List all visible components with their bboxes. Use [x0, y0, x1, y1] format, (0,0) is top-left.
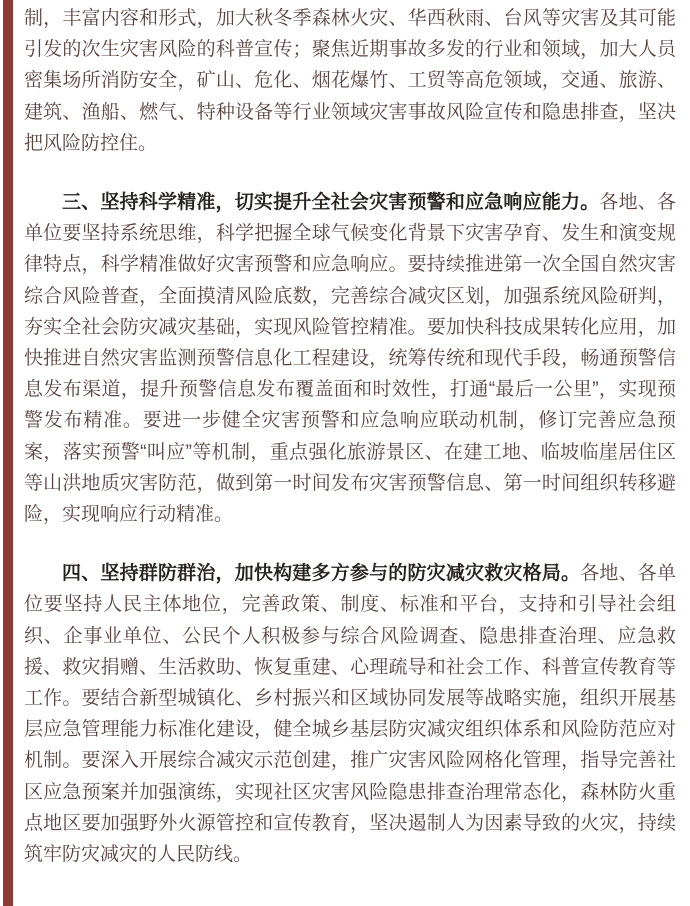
paragraph-section-3 — [24, 187, 676, 530]
article-content — [24, 0, 676, 870]
paragraph-section-4 — [24, 558, 676, 870]
paragraph-body: 各地、各单位要坚持人民主体地位，完善政策、制度、标准和平台，支持和引导社会组织、企事业单位、公民个人积极参与综合风险调查、隐患排查治理、应急救援、救灾捐赠、生活救助、恢复重建、心理疏导和社会工作、科普宣传教育等工作。要结合新型城镇化、乡村振兴和区域协同发展等战略实施，组织开展基层应急管理能力标准化建设，健全城乡基层防灾减灾组织体系和风险防范应对机制。要深入开展综合减灾示范创建，推广灾害风险网格化管理，指导完善社区应急预案并加强演练，实现社区灾害风险隐患排查治理常态化，森林防火重点地区要加强野外火源管控和宣传教育，坚决遏制人为因素导致的火灾，持续筑牢防灾减灾的人民防线。 — [24, 563, 676, 866]
paragraph-body: 制，丰富内容和形式，加大秋冬季森林火灾、华西秋雨、台风等灾害及其可能引发的次生灾害风险的科普宣传；聚焦近期事故多发的行业和领域，加大人员密集场所消防安全，矿山、危化、烟花爆竹、工贸等高危领域，交通、旅游、建筑、渔船、燃气、特种设备等行业领域灾害事故风险宣传和隐患排查，坚决把风险防控住。 — [24, 8, 676, 154]
section-3-heading: 三、坚持科学精准，切实提升全社会灾害预警和应急响应能力。 — [62, 192, 600, 214]
left-accent-bar — [3, 0, 13, 906]
section-4-heading: 四、坚持群防群治，加快构建多方参与的防灾减灾救灾格局。 — [62, 563, 581, 585]
paragraph-body: 各地、各单位要坚持系统思维，科学把握全球气候变化背景下灾害孕育、发生和演变规律特点，科学精准做好灾害预警和应急响应。要持续推进第一次全国自然灾害综合风险普查，全面摸清风险底数，完善综合减灾区划，加强系统风险研判，夯实全社会防灾减灾基础，实现风险管控精准。要加快科技成果转化应用，加快推进自然灾害监测预警信息化工程建设，统筹传统和现代手段，畅通预警信息发布渠道，提升预警信息发布覆盖面和时效性，打通“最后一公里”，实现预警发布精准。要进一步健全灾害预警和应急响应联动机制，修订完善应急预案，落实预警“叫应”等机制，重点强化旅游景区、在建工地、临坡临崖居住区等山洪地质灾害防范，做到第一时间发布灾害预警信息、第一时间组织转移避险，实现响应行动精准。 — [24, 192, 676, 526]
paragraph-risk-publicity — [24, 3, 676, 159]
